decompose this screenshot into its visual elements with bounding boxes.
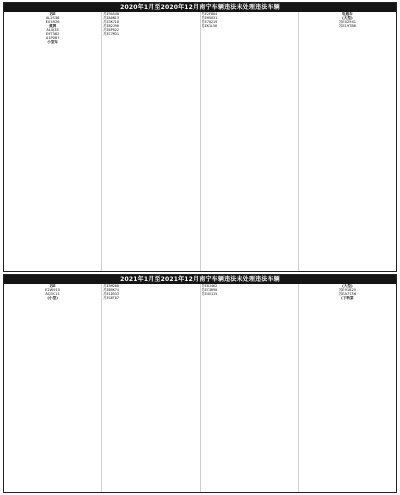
plate-cell: 苏E2F884 bbox=[201, 12, 218, 16]
plate-cell: 苏E9A548 bbox=[103, 12, 119, 16]
plate-column bbox=[201, 12, 299, 271]
plate-cell: 苏EA0N13 bbox=[103, 16, 119, 21]
column-header: (小型) bbox=[47, 296, 58, 301]
section-title: 2021年1月至2021年12月南宁车辆违法未处理违法车辆 bbox=[4, 275, 396, 284]
plate-cell: 苏EA7756 bbox=[338, 292, 357, 297]
plate-cell: 苏E91820 bbox=[338, 288, 357, 293]
plate-cell: AL0J35 bbox=[46, 28, 59, 33]
plate-column bbox=[4, 12, 102, 271]
plate-cell: 苏E7Q219 bbox=[201, 20, 218, 25]
plate-cell: 苏EG6T07 bbox=[103, 296, 119, 301]
column-header: 电瓶车 bbox=[341, 12, 353, 16]
column-header: 苏E bbox=[49, 12, 56, 16]
plate-cell: 苏EH5031 bbox=[201, 16, 218, 21]
section-title: 2020年1月至2020年12月南宁车辆违法未处理违法车辆 bbox=[4, 3, 396, 12]
plate-column bbox=[102, 12, 200, 271]
plate-cell: E2W915 bbox=[45, 288, 61, 293]
plate-column bbox=[102, 284, 200, 492]
plate-cell: 苏E8J462 bbox=[201, 284, 218, 288]
plate-cell: E9T362 bbox=[45, 32, 60, 37]
plate-cell: 苏E1D533 bbox=[103, 292, 119, 297]
column-header: (大型) bbox=[342, 16, 353, 21]
column-header: 小型车 bbox=[47, 40, 59, 45]
column-header: 黄牌 bbox=[49, 24, 57, 29]
column-header: (大型) bbox=[342, 284, 353, 288]
plate-cell: 苏E5M208 bbox=[103, 284, 119, 288]
violation-section-2020 bbox=[3, 2, 397, 272]
plate-cell: 苏EB9K74 bbox=[103, 288, 119, 293]
plate-cell: 苏EC7M31 bbox=[103, 32, 119, 37]
plate-cell: AQ3C11 bbox=[45, 292, 60, 297]
plate-cell: 苏E3K710 bbox=[103, 20, 119, 25]
plate-column bbox=[4, 284, 102, 492]
plate-cell: A1P087 bbox=[45, 36, 60, 41]
plate-column bbox=[201, 284, 299, 492]
plate-cell: 苏E4V115 bbox=[201, 292, 218, 297]
plate-cell: 苏EC3R90 bbox=[201, 288, 218, 293]
plate-grid bbox=[4, 12, 396, 271]
plate-cell: AL2S38 bbox=[45, 16, 60, 21]
plate-cell: 苏E19T86 bbox=[338, 24, 356, 29]
plate-cell: E01R26 bbox=[45, 20, 60, 25]
column-header: 苏E bbox=[49, 284, 56, 288]
plate-cell: 苏E6P022 bbox=[103, 28, 119, 33]
plate-cell: 苏EB2J90 bbox=[103, 24, 119, 29]
plate-grid bbox=[4, 284, 396, 492]
plate-column bbox=[299, 284, 396, 492]
plate-column bbox=[299, 12, 396, 271]
plate-cell: 苏EK1L56 bbox=[201, 24, 218, 29]
column-header: (下转第 bbox=[341, 296, 354, 301]
plate-cell: 苏E02941 bbox=[338, 20, 357, 25]
violation-section-2021 bbox=[3, 274, 397, 493]
